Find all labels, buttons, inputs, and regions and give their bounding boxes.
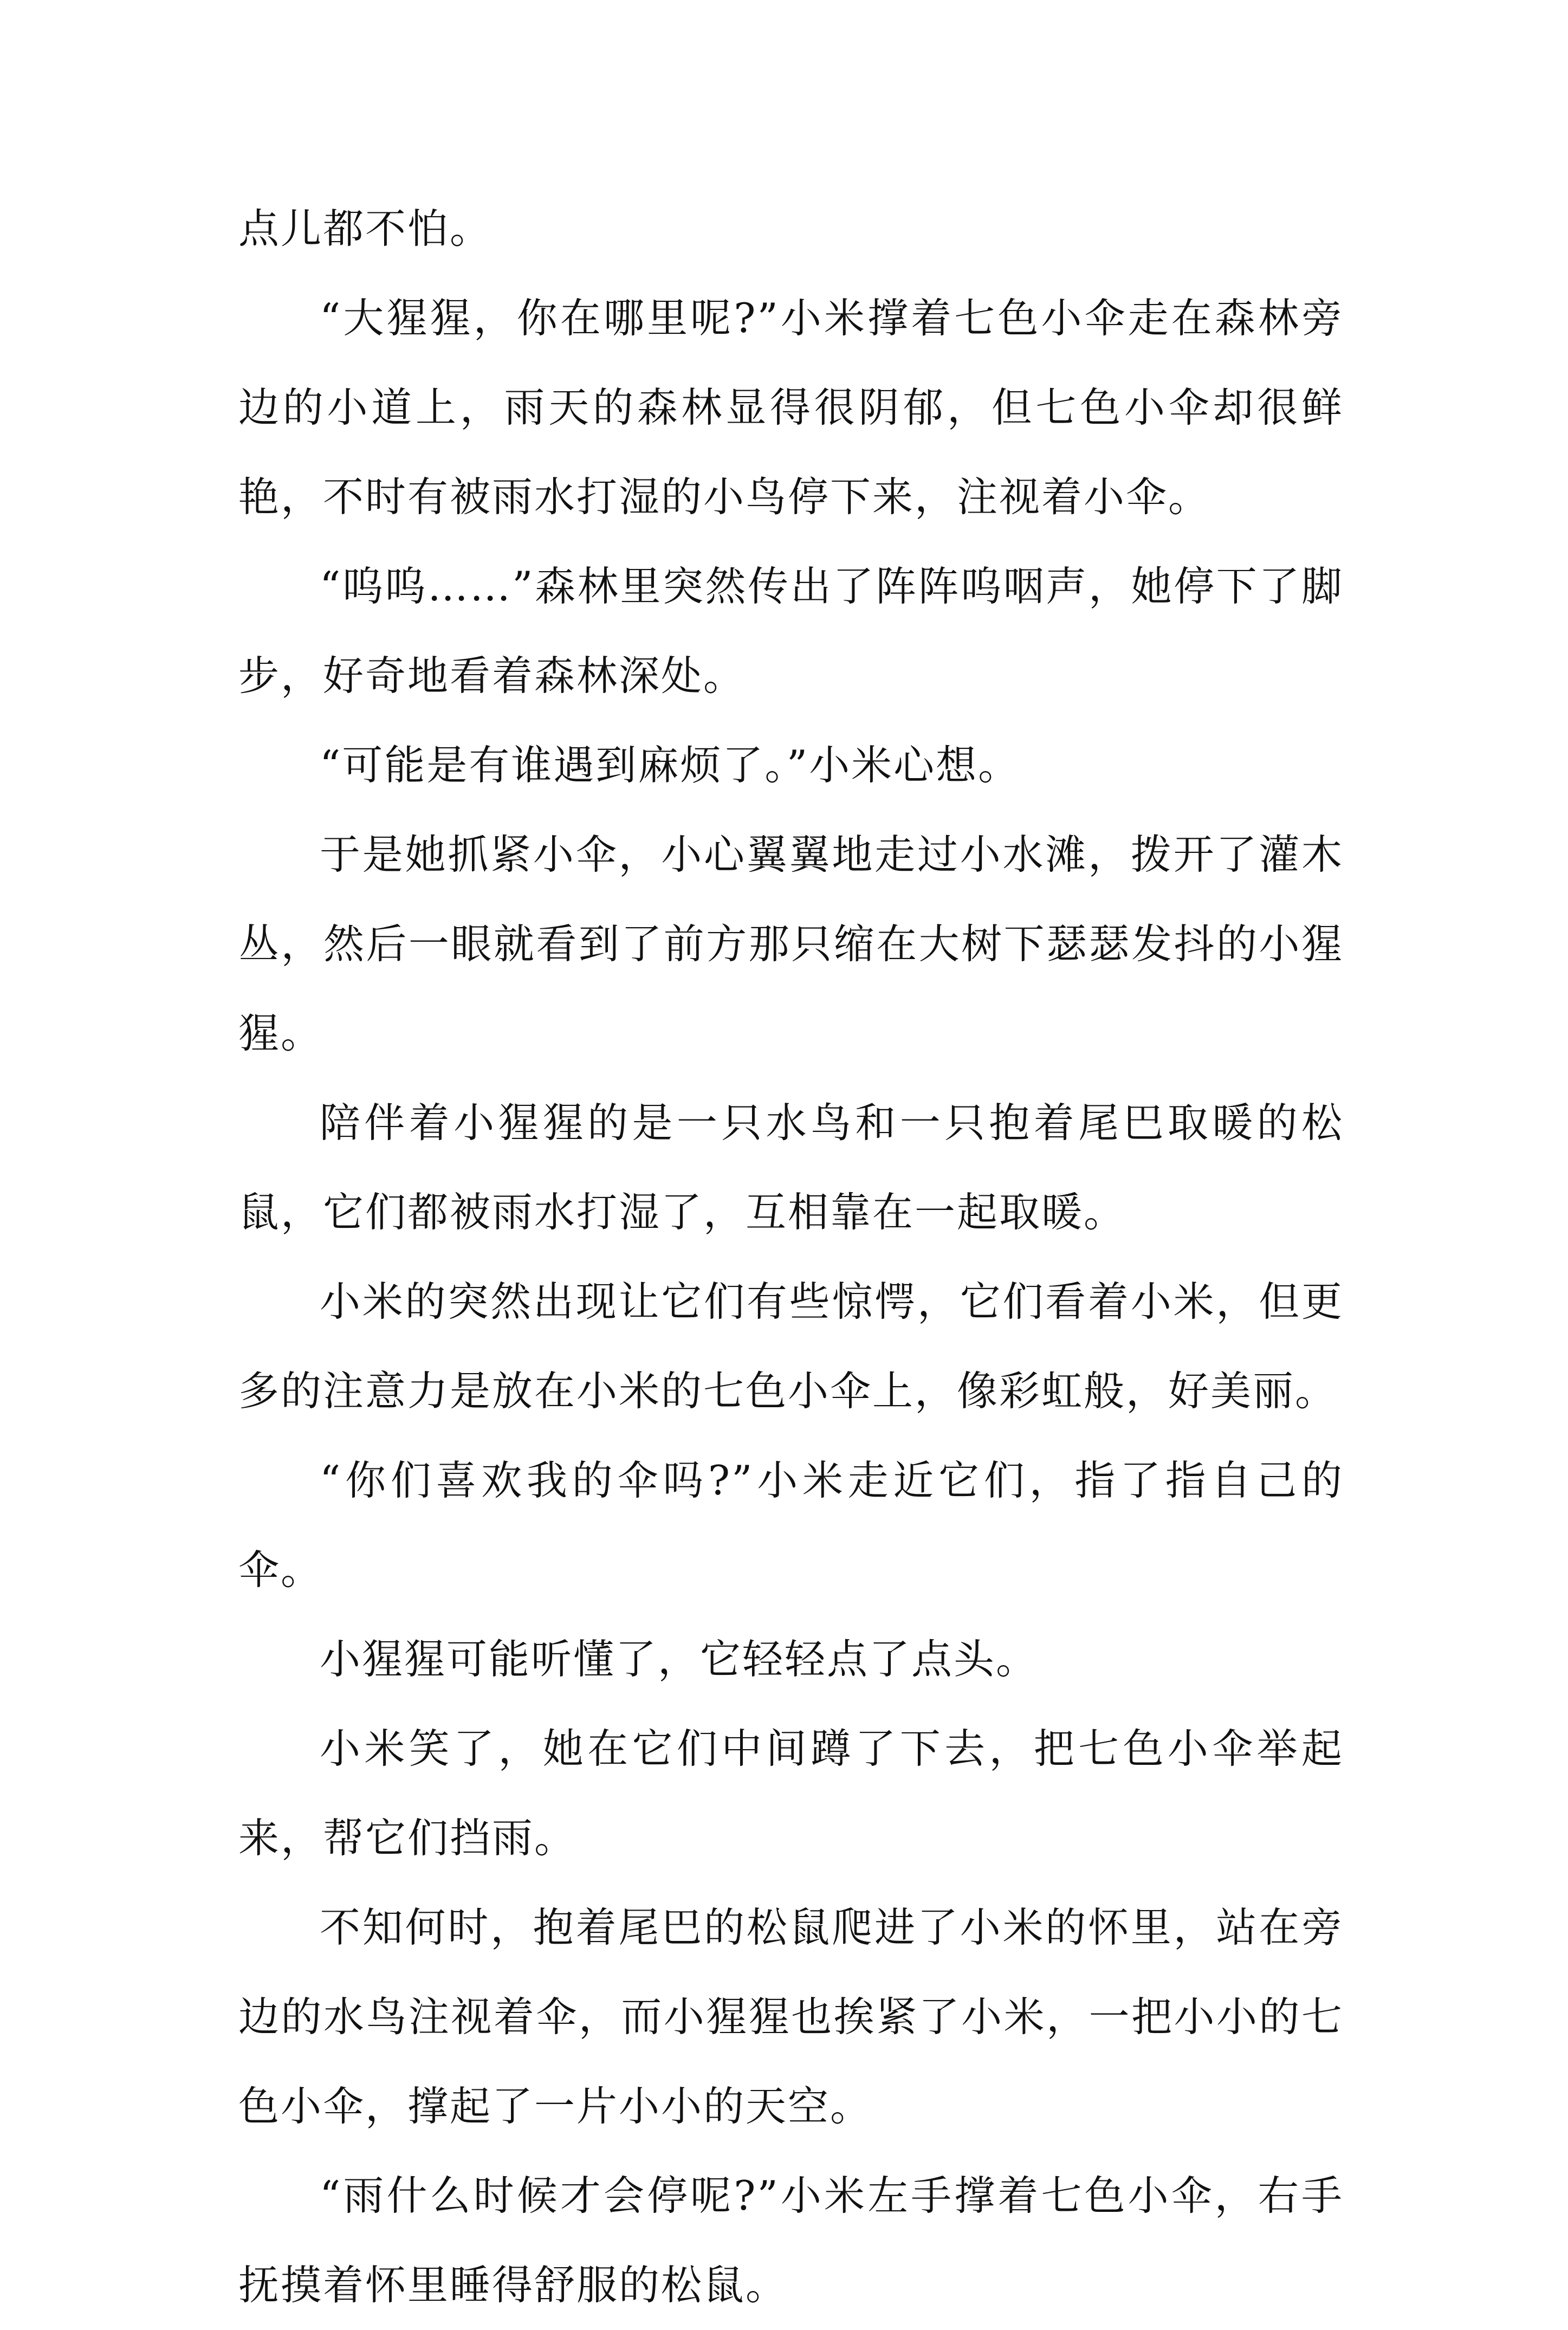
paragraph-12: “雨什么时候才会停呢?”小米左手撑着七色小伞，右手抚摸着怀里睡得舒服的松鼠。 <box>238 2172 1344 2309</box>
paragraph-6: 陪伴着小猩猩的是一只水鸟和一只抱着尾巴取暖的松鼠，它们都被雨水打湿了，互相靠在一起取暖。 <box>238 1099 1344 1236</box>
paragraph-10: 小米笑了，她在它们中间蹲了下去，把七色小伞举起来，帮它们挡雨。 <box>238 1725 1344 1862</box>
paragraph-9: 小猩猩可能听懂了，它轻轻点了点头。 <box>320 1635 1039 1683</box>
paragraph-7: 小米的突然出现让它们有些惊愕，它们看着小米，但更多的注意力是放在小米的七色小伞上，像彩虹般，好美丽。 <box>238 1278 1344 1415</box>
paragraph-3: “呜呜……”森林里突然传出了阵阵呜咽声，她停下了脚步，好奇地看着森林深处。 <box>238 562 1344 700</box>
body-text <box>238 184 1344 2330</box>
paragraph-8: “你们喜欢我的伞吗?”小米走近它们，指了指自己的伞。 <box>238 1457 1344 1594</box>
paragraph-1: 点儿都不怕。 <box>238 205 493 253</box>
paragraph-4: “可能是有谁遇到麻烦了。”小米心想。 <box>320 741 1021 789</box>
paragraph-11: 不知何时，抱着尾巴的松鼠爬进了小米的怀里，站在旁边的水鸟注视着伞，而小猩猩也挨紧了小米，一把小小的七色小伞，撑起了一片小小的天空。 <box>238 1904 1344 2130</box>
paragraph-2: “大猩猩，你在哪里呢?”小米撑着七色小伞走在森林旁边的小道上，雨天的森林显得很阴郁，但七色小伞却很鲜艳，不时有被雨水打湿的小鸟停下来，注视着小伞。 <box>238 294 1344 521</box>
paragraph-5: 于是她抓紧小伞，小心翼翼地走过小水滩，拨开了灌木丛，然后一眼就看到了前方那只缩在大树下瑟瑟发抖的小猩猩。 <box>238 831 1344 1057</box>
